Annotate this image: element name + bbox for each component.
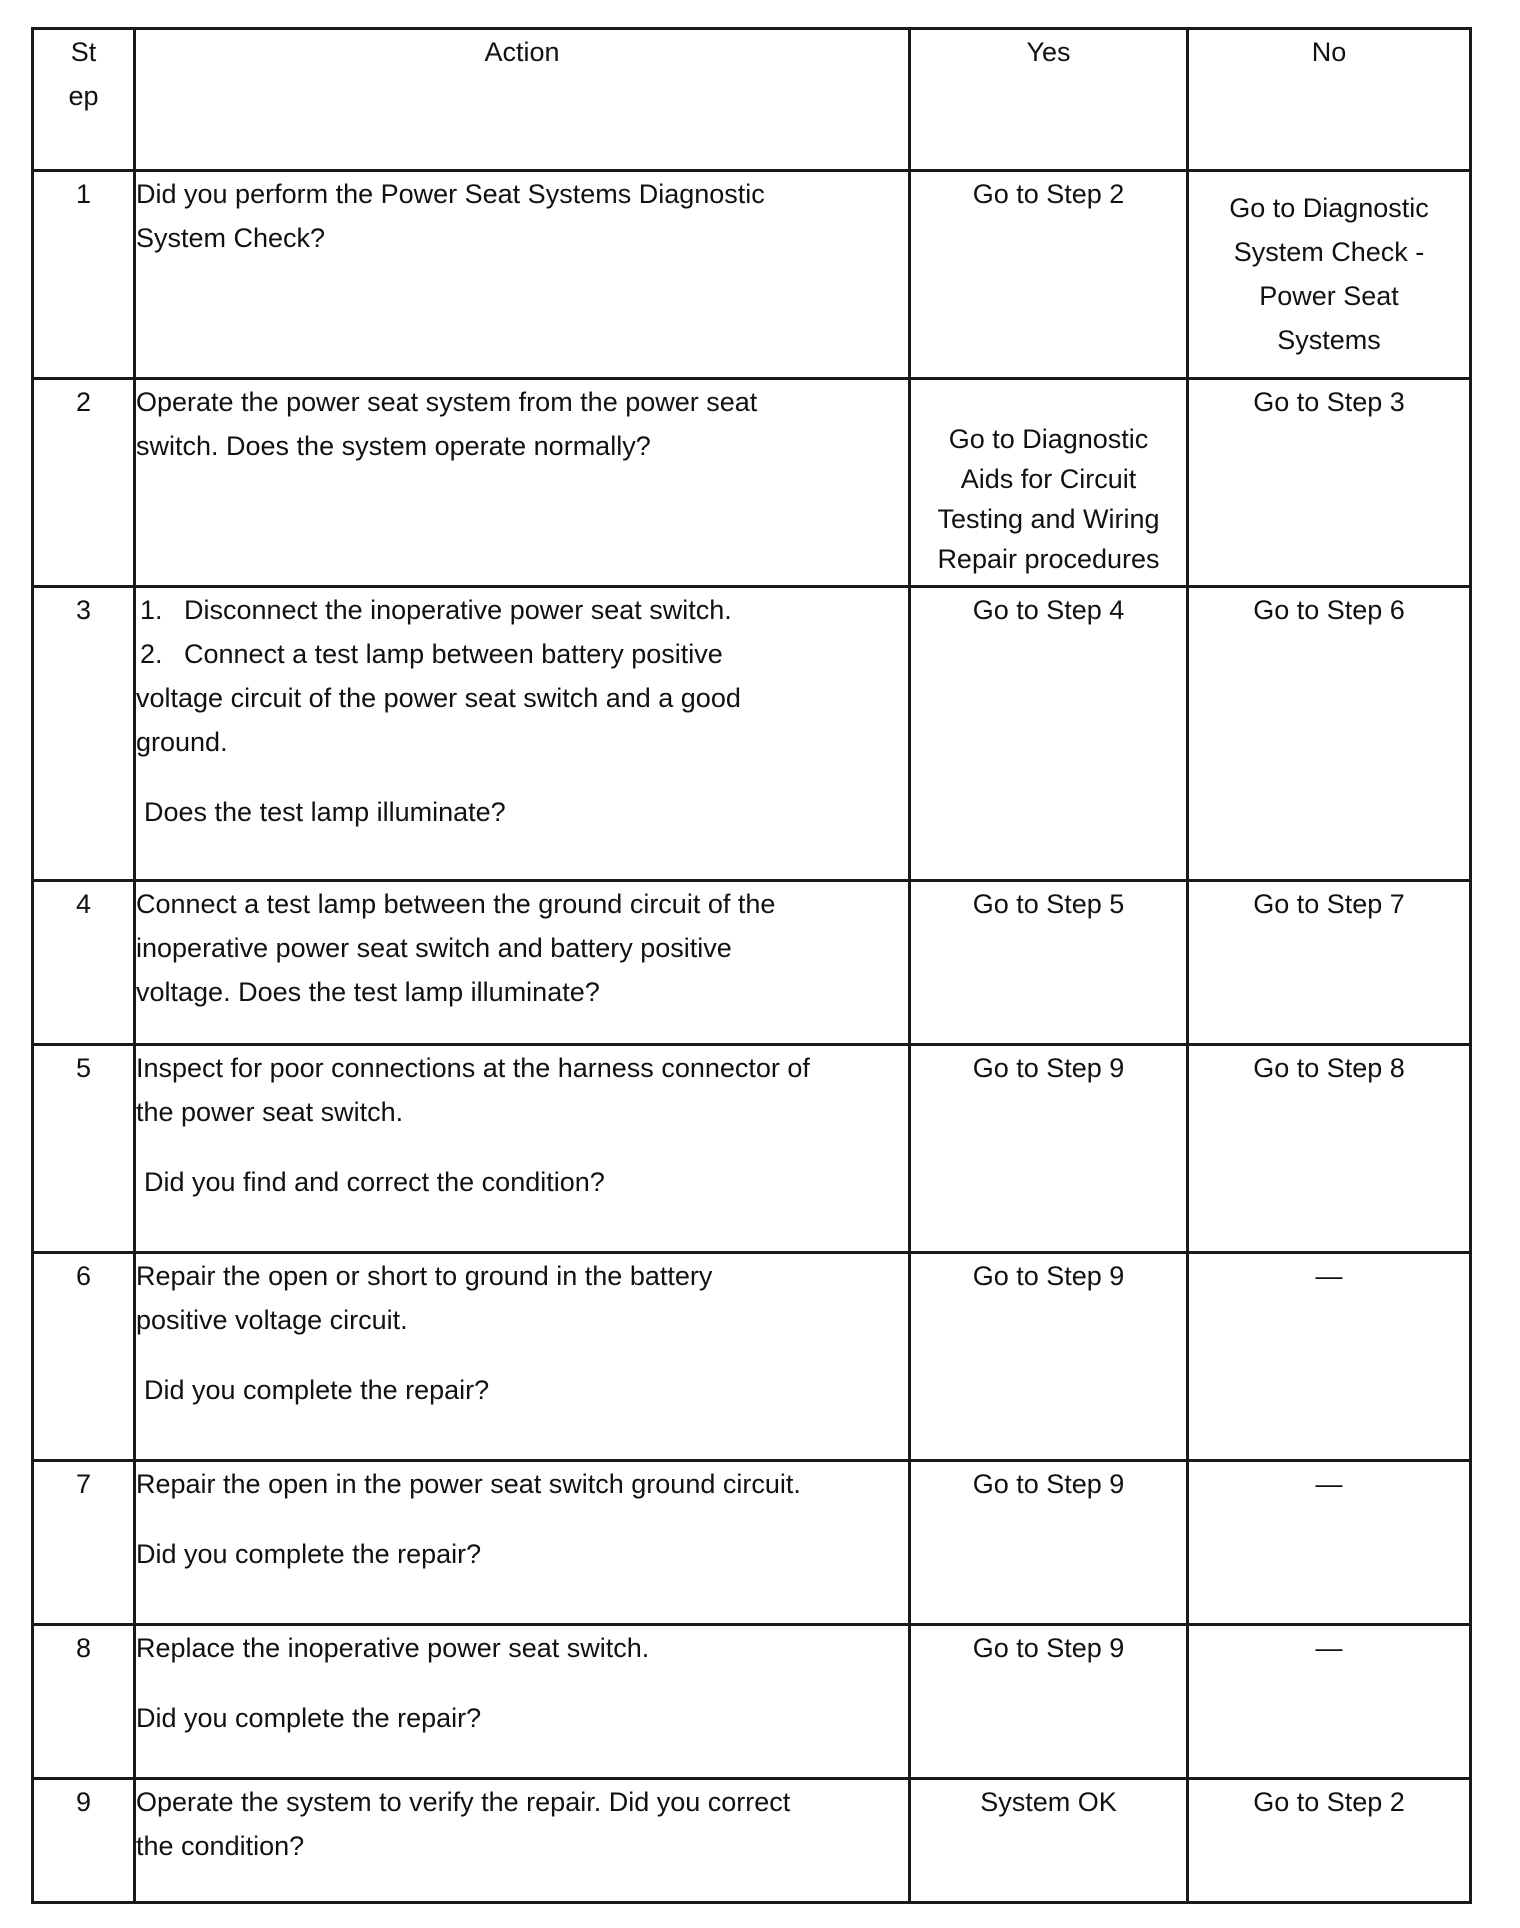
step-number: 5 [33, 1045, 135, 1253]
no-line: Go to Diagnostic [1229, 193, 1429, 223]
action-line: inoperative power seat switch and battery positive [136, 933, 732, 963]
action-line: the power seat switch. [136, 1097, 404, 1127]
no-line: Power Seat [1259, 281, 1399, 311]
no-cell: Go to Step 2 [1188, 1779, 1471, 1903]
header-action: Action [135, 29, 910, 171]
table-row [33, 587, 1471, 881]
no-cell: — [1188, 1461, 1471, 1625]
action-question: Did you complete the repair? [144, 1375, 490, 1405]
table-row [33, 171, 1471, 379]
action-cell [135, 881, 910, 1045]
item-number: 1. [140, 595, 163, 625]
yes-cell: Go to Step 2 [910, 171, 1188, 379]
action-question: Did you complete the repair? [136, 1539, 482, 1569]
header-step-line2: ep [68, 81, 99, 111]
yes-cell: Go to Step 4 [910, 587, 1188, 881]
item-text: Disconnect the inoperative power seat switch. [184, 595, 732, 625]
numbered-item [136, 632, 908, 676]
step-number: 6 [33, 1253, 135, 1461]
yes-cell: Go to Step 9 [910, 1045, 1188, 1253]
no-cell: — [1188, 1625, 1471, 1779]
action-cell [135, 1253, 910, 1461]
no-cell: Go to Step 7 [1188, 881, 1471, 1045]
action-cell [135, 1625, 910, 1779]
numbered-item [136, 588, 908, 632]
header-no: No [1188, 29, 1471, 171]
table-row [33, 379, 1471, 587]
action-cell [135, 1779, 910, 1903]
table-row [33, 1461, 1471, 1625]
action-cell [135, 379, 910, 587]
yes-cell: System OK [910, 1779, 1188, 1903]
action-question: Does the test lamp illuminate? [144, 797, 506, 827]
no-line: System Check - [1233, 237, 1425, 267]
action-line: voltage. Does the test lamp illuminate? [136, 977, 600, 1007]
action-line: switch. Does the system operate normally? [136, 431, 651, 461]
action-line: positive voltage circuit. [136, 1305, 408, 1335]
action-line: Operate the power seat system from the power seat [136, 387, 758, 417]
item-text: Connect a test lamp between battery positive [184, 639, 723, 669]
yes-line: Go to Diagnostic [948, 424, 1149, 454]
action-cell [135, 1045, 910, 1253]
item-number: 2. [140, 639, 163, 669]
yes-line: Aids for Circuit [960, 464, 1137, 494]
yes-cell: Go to Step 9 [910, 1253, 1188, 1461]
yes-line: Testing and Wiring [937, 504, 1160, 534]
step-number: 9 [33, 1779, 135, 1903]
yes-cell: Go to Step 5 [910, 881, 1188, 1045]
action-line: the condition? [136, 1831, 305, 1861]
step-number: 7 [33, 1461, 135, 1625]
yes-cell [910, 379, 1188, 587]
table-row [33, 1625, 1471, 1779]
header-step-line1: St [70, 37, 97, 67]
action-cell [135, 171, 910, 379]
diagnostic-table [31, 27, 1472, 1904]
step-number: 4 [33, 881, 135, 1045]
header-step [33, 29, 135, 171]
action-question: Did you find and correct the condition? [144, 1167, 605, 1197]
yes-line: Repair procedures [937, 544, 1160, 574]
no-cell [1188, 171, 1471, 379]
table-row [33, 1253, 1471, 1461]
action-question: Did you complete the repair? [136, 1703, 482, 1733]
action-line: Replace the inoperative power seat switch. [136, 1633, 650, 1663]
yes-cell: Go to Step 9 [910, 1625, 1188, 1779]
table-row [33, 881, 1471, 1045]
action-line: Repair the open or short to ground in the battery [136, 1261, 713, 1291]
table-row [33, 1779, 1471, 1903]
no-cell: Go to Step 8 [1188, 1045, 1471, 1253]
action-line: voltage circuit of the power seat switch and a good [136, 683, 741, 713]
header-row [33, 29, 1471, 171]
action-line: Connect a test lamp between the ground circuit of the [136, 889, 776, 919]
action-line: Inspect for poor connections at the harness connector of [136, 1053, 810, 1083]
action-line: System Check? [136, 223, 326, 253]
action-line: ground. [136, 727, 228, 757]
step-number: 2 [33, 379, 135, 587]
step-number: 3 [33, 587, 135, 881]
action-line: Did you perform the Power Seat Systems Diagnostic [136, 179, 765, 209]
yes-cell: Go to Step 9 [910, 1461, 1188, 1625]
no-cell: Go to Step 3 [1188, 379, 1471, 587]
no-cell: Go to Step 6 [1188, 587, 1471, 881]
step-number: 8 [33, 1625, 135, 1779]
step-number: 1 [33, 171, 135, 379]
no-cell: — [1188, 1253, 1471, 1461]
no-line: Systems [1277, 325, 1381, 355]
action-line: Operate the system to verify the repair. Did you correct [136, 1787, 791, 1817]
header-yes: Yes [910, 29, 1188, 171]
action-cell [135, 1461, 910, 1625]
action-line: Repair the open in the power seat switch ground circuit. [136, 1469, 801, 1499]
action-cell [135, 587, 910, 881]
table-row [33, 1045, 1471, 1253]
